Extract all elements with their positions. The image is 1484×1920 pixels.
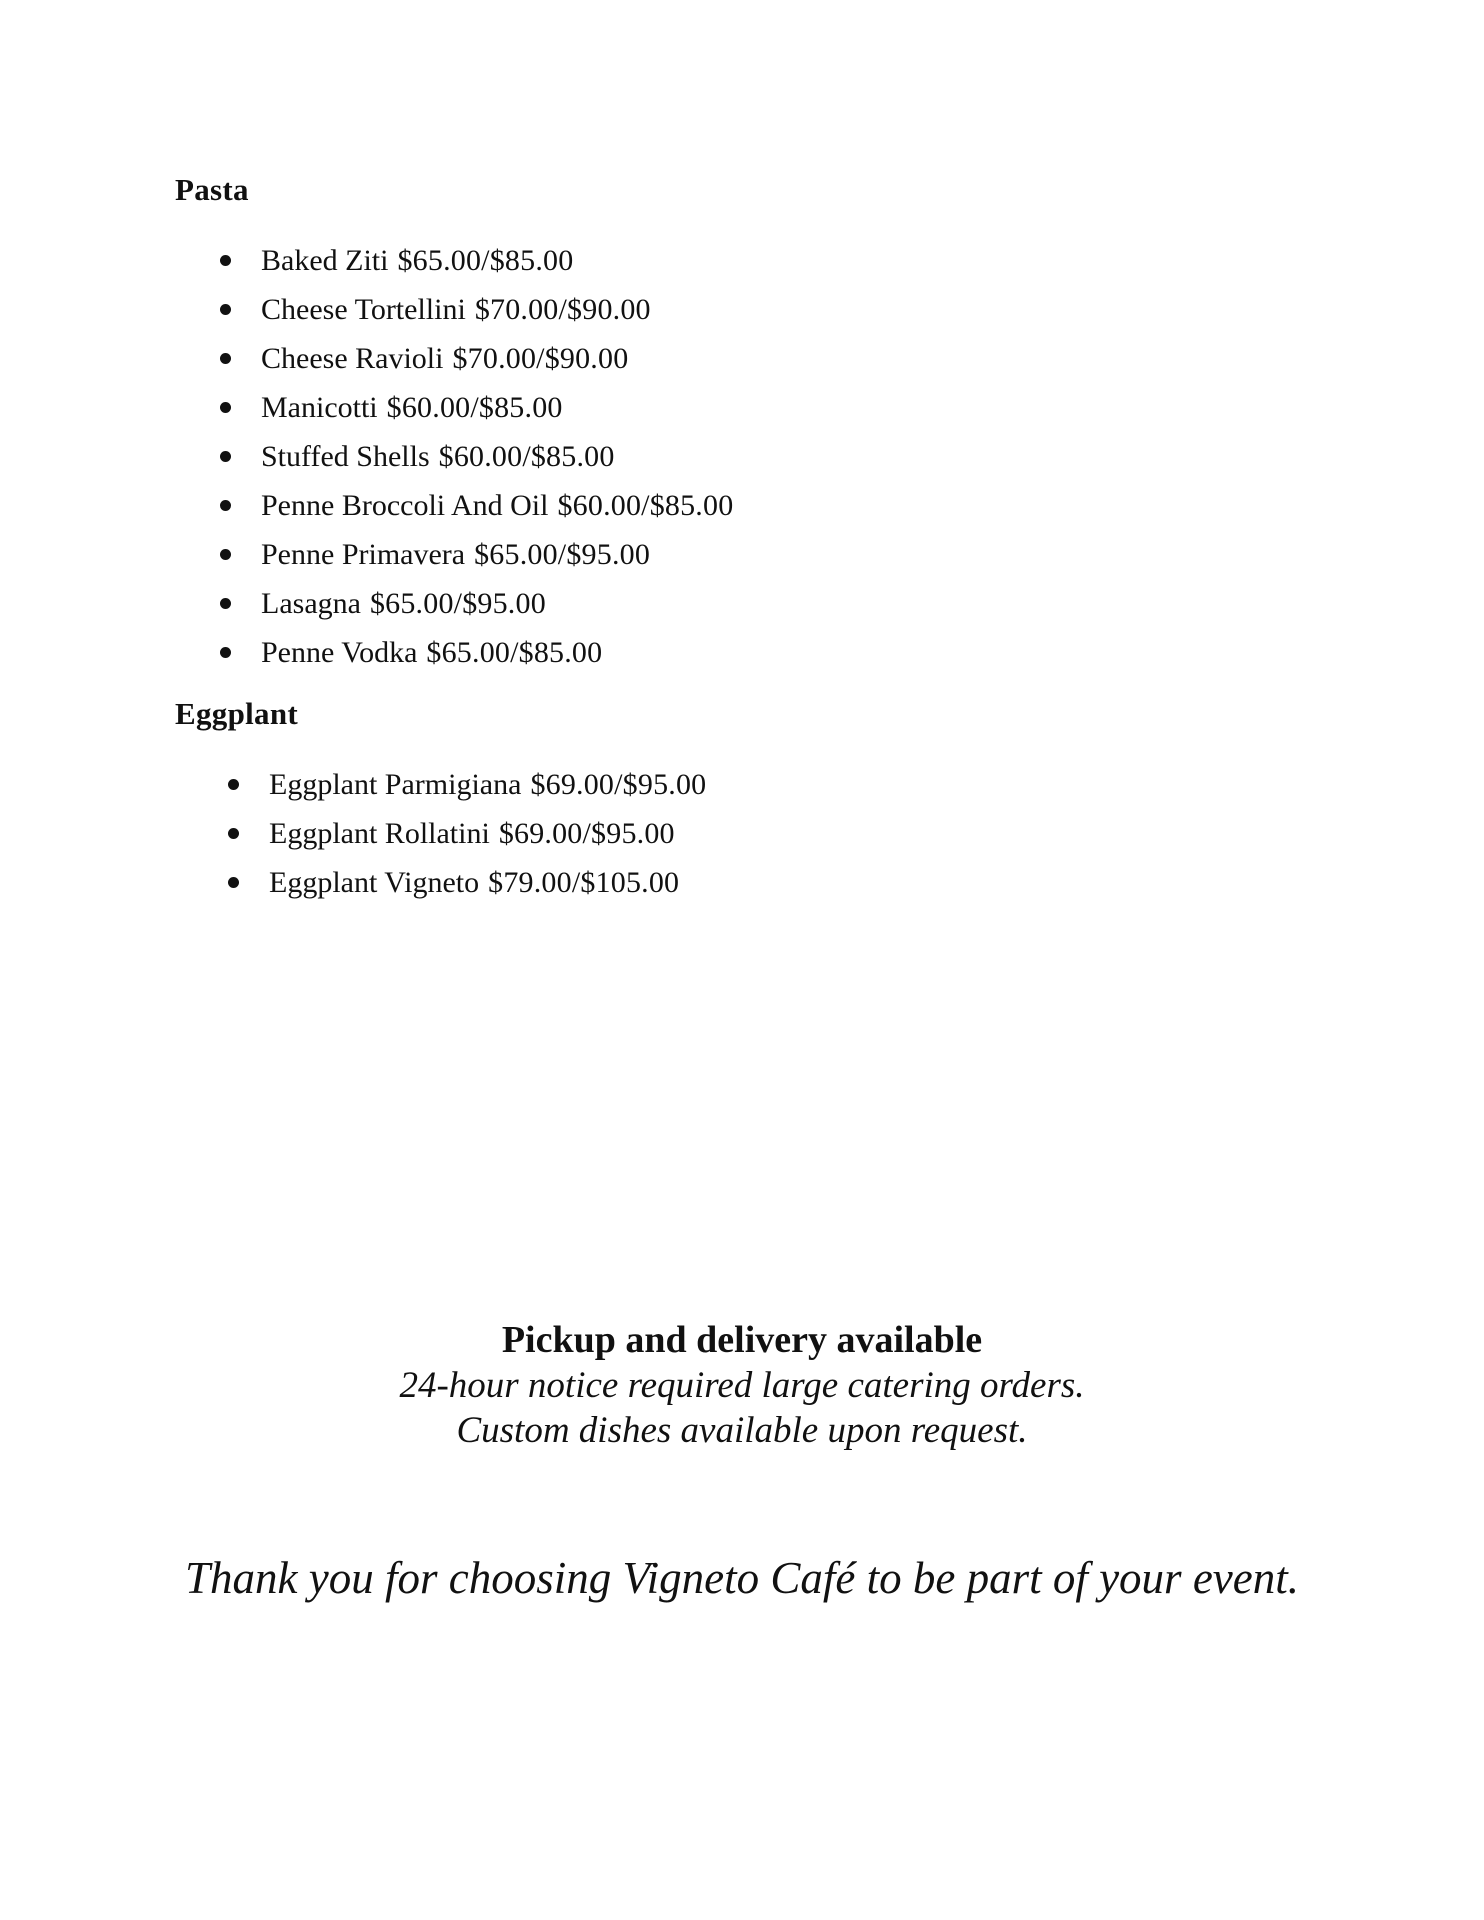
- bullet-icon: [220, 255, 231, 266]
- bullet-icon: [220, 598, 231, 609]
- item-name: Penne Vodka: [261, 636, 418, 669]
- item-price: $69.00/$95.00: [530, 768, 707, 801]
- item-price: $65.00/$95.00: [369, 587, 546, 620]
- item-name: Cheese Ravioli: [261, 342, 444, 375]
- custom-dishes-line: Custom dishes available upon request.: [456, 1410, 1028, 1451]
- item-price: $60.00/$85.00: [438, 440, 615, 473]
- item-name: Penne Broccoli And Oil: [261, 489, 549, 522]
- item-name: Stuffed Shells: [261, 440, 430, 473]
- eggplant-heading: Eggplant: [175, 696, 298, 731]
- pickup-delivery-heading: Pickup and delivery available: [501, 1319, 983, 1361]
- thank-you-message: Thank you for choosing Vigneto Café to be part of your event.: [185, 1553, 1299, 1603]
- pasta-heading: Pasta: [175, 172, 249, 207]
- bullet-icon: [220, 402, 231, 413]
- item-price: $69.00/$95.00: [498, 817, 675, 850]
- notice-line: 24-hour notice required large catering orders.: [399, 1365, 1085, 1406]
- item-name: Penne Primavera: [261, 538, 466, 571]
- bullet-icon: [228, 877, 239, 888]
- item-price: $79.00/$105.00: [488, 866, 680, 899]
- item-name: Eggplant Rollatini: [269, 817, 490, 850]
- item-price: $65.00/$85.00: [397, 244, 574, 277]
- bullet-icon: [220, 549, 231, 560]
- item-name: Eggplant Parmigiana: [269, 768, 522, 801]
- item-price: $65.00/$95.00: [474, 538, 651, 571]
- item-price: $65.00/$85.00: [426, 636, 603, 669]
- item-name: Manicotti: [261, 391, 378, 424]
- bullet-icon: [220, 500, 231, 511]
- item-price: $70.00/$90.00: [452, 342, 629, 375]
- item-name: Lasagna: [261, 587, 361, 620]
- bullet-icon: [220, 451, 231, 462]
- bullet-icon: [220, 647, 231, 658]
- item-name: Cheese Tortellini: [261, 293, 466, 326]
- bullet-icon: [228, 779, 239, 790]
- item-price: $60.00/$85.00: [557, 489, 734, 522]
- item-name: Eggplant Vigneto: [269, 866, 480, 899]
- item-name: Baked Ziti: [261, 244, 389, 277]
- bullet-icon: [220, 353, 231, 364]
- bullet-icon: [228, 828, 239, 839]
- item-price: $60.00/$85.00: [386, 391, 563, 424]
- bullet-icon: [220, 304, 231, 315]
- item-price: $70.00/$90.00: [474, 293, 651, 326]
